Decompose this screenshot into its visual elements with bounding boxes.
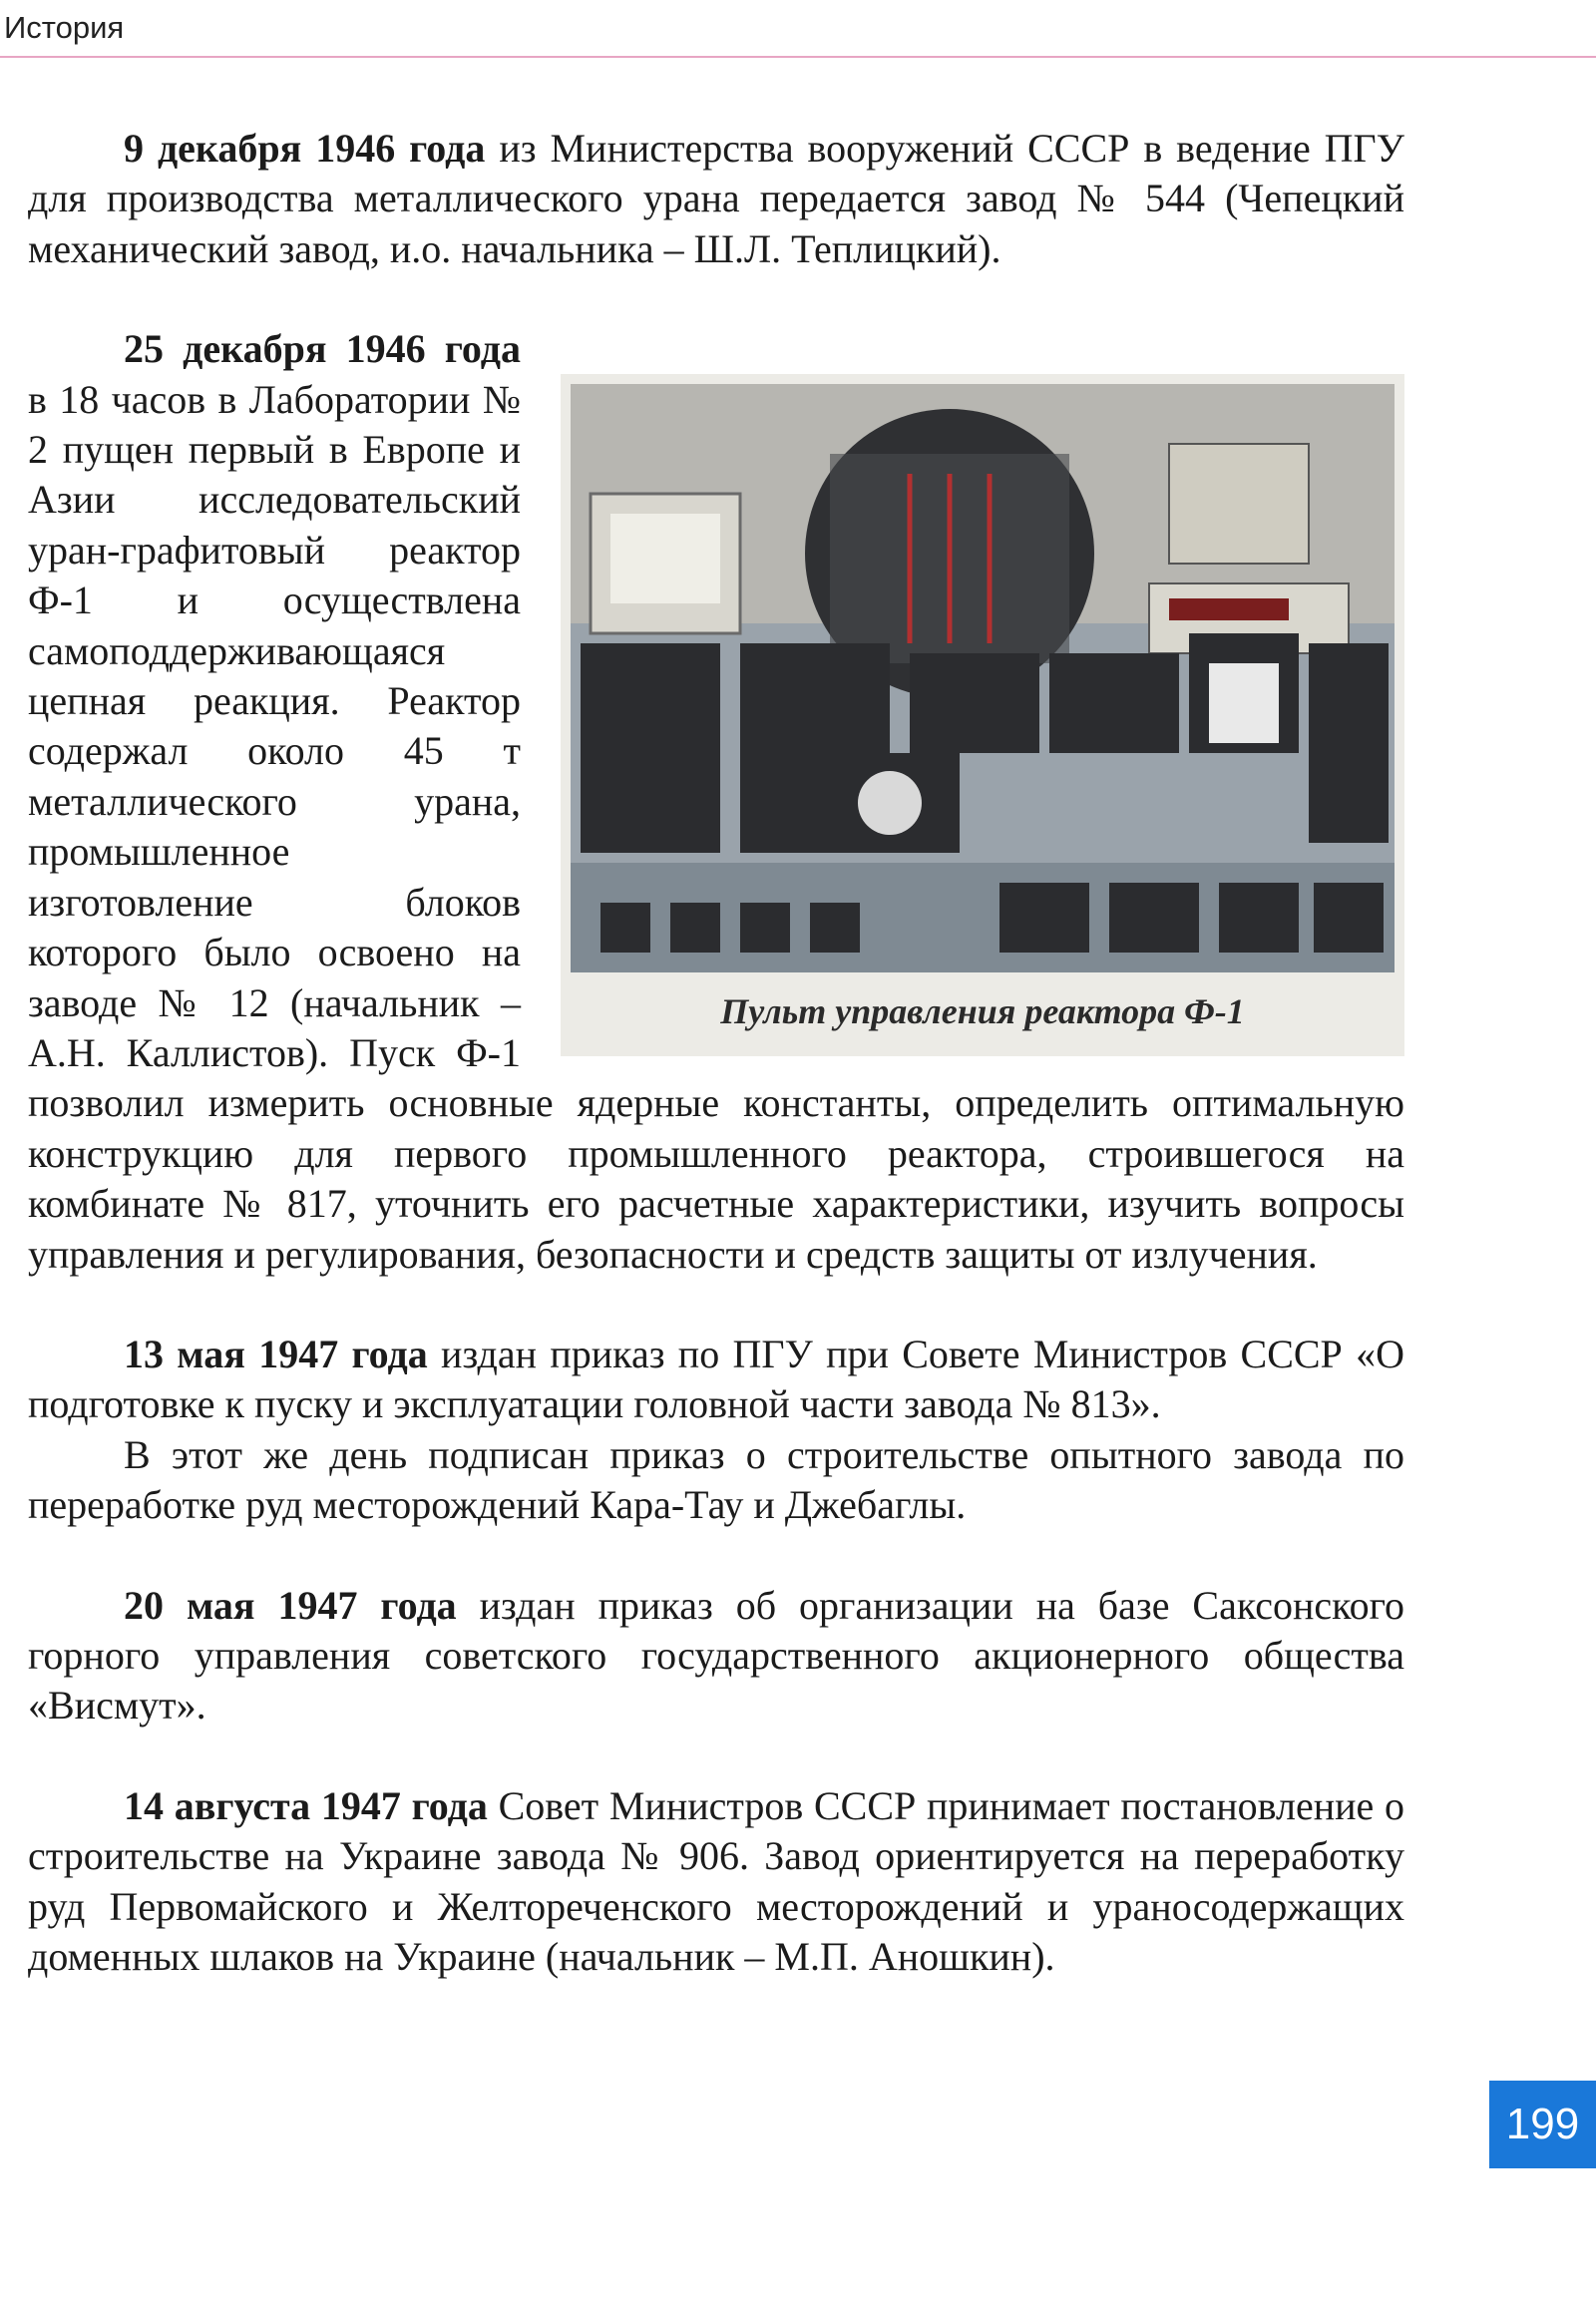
entry-date: 14 августа 1947 года — [124, 1782, 488, 1828]
entry-text: в 18 часов в Лаборатории № 2 пущен первый в Европе и Азии исследовательский уран-графитовый реактор Ф-1 и осуществлена самоподдерживающаяся цепная реакция. Реактор содержал около 45 т металлического урана, промышленное изготовление блоков которого было освоено на заводе № 12 (начальник – А.Н. Каллистов). Пуск Ф-1 позволил измерить основные ядерные константы, определить оптимальную конструкцию для первого промышленного реактора, строившегося на комбинате № 817, уточнить его расчетные характеристики, изучить вопросы управления и регулирования, безопасности и средств защиты от излучения. — [28, 376, 1404, 1277]
entry-paragraph — [28, 1430, 1404, 1531]
entry-paragraph — [28, 1330, 1404, 1430]
entry-1946-12-25 — [28, 324, 1404, 1280]
entry-text: Совет Министров СССР принимает постановление о строительстве на Украине завода № 906. Завод ориентируется на переработку руд Первомайского и Желтореченского месторождений и ураносодержащих доменных шлаков на Украине (начальник – М.П. Аношкин). — [28, 1782, 1405, 1979]
entry-paragraph — [28, 124, 1404, 274]
section-title: История — [4, 10, 125, 45]
entry-text: издан приказ по ПГУ при Совете Министров СССР «О подготовке к пуску и эксплуатации головной части завода № 813». — [28, 1331, 1404, 1427]
figure-caption: Пульт управления реактора Ф-1 — [720, 990, 1245, 1031]
entry-paragraph — [28, 1781, 1404, 1983]
entry-date: 20 мая 1947 года — [124, 1582, 457, 1628]
entry-1946-12-09 — [28, 124, 1404, 274]
entry-text: В этот же день подписан приказ о строительстве опытного завода по переработке руд месторождений Кара-Тау и Джебаглы. — [28, 1431, 1404, 1528]
entry-1947-05-20 — [28, 1581, 1404, 1732]
entry-date: 13 мая 1947 года — [124, 1331, 428, 1376]
reactor-control-panel-photo — [571, 384, 1395, 972]
page-number: 199 — [1489, 2081, 1596, 2168]
text-column — [28, 124, 1404, 2032]
entry-text: издан приказ об организации на базе Саксонского горного управления советского государственного акционерного общества «Висмут». — [28, 1582, 1404, 1729]
entry-1947-05-13 — [28, 1330, 1404, 1531]
entry-1947-08-14 — [28, 1781, 1404, 1983]
figure — [561, 374, 1404, 1056]
entry-date: 9 декабря 1946 года — [124, 126, 486, 171]
entry-paragraph — [28, 1581, 1404, 1732]
entry-text: из Министерства вооружений СССР в ведение ПГУ для производства металлического урана передается завод № 544 (Чепецкий механический завод, и.о. начальника – Ш.Л. Теплицкий). — [28, 126, 1405, 271]
running-head — [0, 0, 1596, 58]
entry-date: 25 декабря 1946 года — [124, 326, 521, 372]
